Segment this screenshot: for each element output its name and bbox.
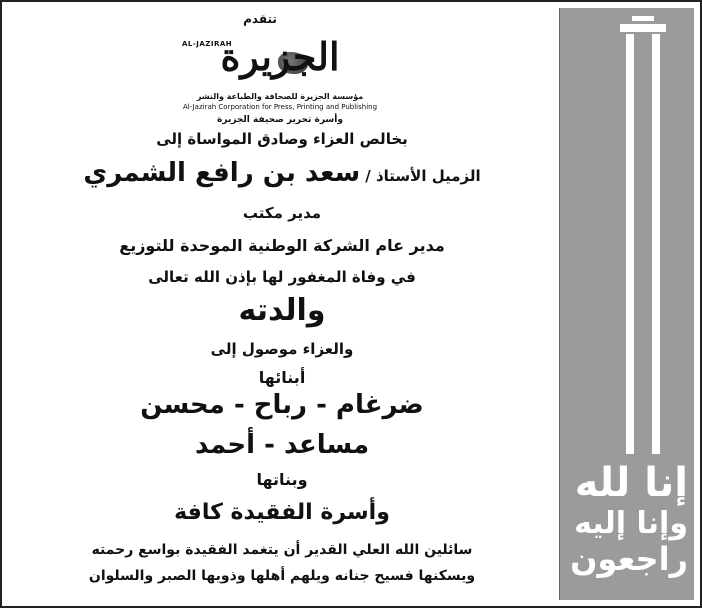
newspaper-logo (160, 30, 400, 126)
daughters-heading: وبناتها (256, 470, 308, 489)
org-name-english: Al-Jazirah Corporation for Press, Printing and Publishing (182, 103, 378, 111)
verse-line-3: راجعون (570, 540, 688, 578)
calligraphy-stroke (652, 34, 660, 454)
editorial-staff: وأسرة تحرير صحيفة الجزيرة (217, 115, 343, 125)
colleague-title-1: مدير مكتب (242, 204, 322, 222)
logo-english: AL-JAZIRAH (182, 40, 233, 48)
prayer-line-1: سائلين الله العلي القدير أن يتغمد الفقيدة بواسع رحمته (91, 542, 473, 558)
sons-heading: أبنائها (258, 368, 306, 387)
logo-arabic: الجزيرة (220, 34, 340, 79)
org-name-arabic: مؤسسة الجزيرة للصحافة والطباعة والنشر (196, 92, 364, 101)
verse-line-2: وإنا إليه (574, 506, 688, 541)
calligraphy-panel (559, 8, 694, 600)
colleague-prefix: الزميل الأستاذ / (365, 167, 481, 185)
colleague-name: سعد بن رافع الشمري (83, 158, 361, 188)
colleague-line (10, 158, 554, 188)
sons-names-1: ضرغام - رباح - محسن (140, 390, 424, 420)
family-line: وأسرة الفقيدة كافة (174, 500, 390, 525)
occasion-text: في وفاة المغفور لها بإذن الله تعالى (148, 268, 416, 286)
calligraphy-stroke (620, 24, 666, 32)
deceased-relation: والدته (238, 293, 326, 328)
presents-label: تتقدم (243, 12, 277, 26)
sons-names-2: مساعد - أحمد (194, 430, 370, 460)
extended-condolence: والعزاء موصول إلى (210, 340, 354, 358)
colleague-title-2: مدير عام الشركة الوطنية الموحدة للتوزيع (119, 236, 445, 255)
condolence-intro: بخالص العزاء وصادق المواساة إلى (156, 130, 408, 148)
calligraphy-stroke (626, 34, 634, 454)
prayer-line-2: ويسكنها فسيح جنانه ويلهم أهلها وذويها الصبر والسلوان (88, 568, 476, 584)
calligraphy-stroke (632, 16, 654, 21)
verse-line-1: إنا لله (574, 460, 688, 506)
ad-content (10, 10, 554, 600)
